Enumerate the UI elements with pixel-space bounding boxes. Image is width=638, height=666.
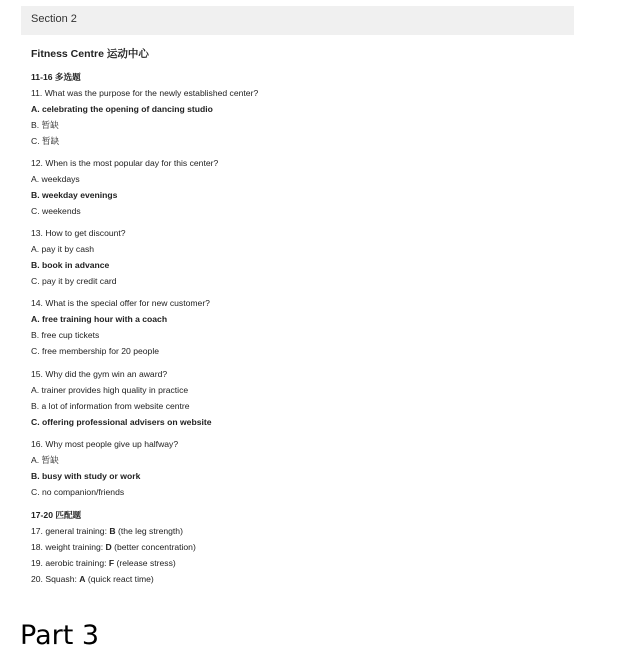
- section-label: Section 2: [31, 13, 77, 25]
- document-title: Fitness Centre 运动中心: [31, 48, 149, 60]
- matching-item-17-text: 17. general training:: [31, 526, 110, 536]
- matching-item-17-answer: B: [109, 526, 116, 536]
- q13-option-b-answer: B. book in advance: [31, 260, 110, 270]
- q14-option-b: B. free cup tickets: [31, 330, 100, 340]
- q15-option-b: B. a lot of information from website centre: [31, 401, 190, 411]
- question-12: 12. When is the most popular day for this center?: [31, 158, 219, 168]
- matching-item-20-answer: A: [79, 574, 86, 584]
- matching-item-20-note: (quick react time): [85, 574, 154, 584]
- q15-option-c-answer: C. offering professional advisers on website: [31, 417, 212, 427]
- matching-item-20-text: 20. Squash:: [31, 574, 80, 584]
- matching-item-17-note: (the leg strength): [115, 526, 183, 536]
- q16-option-a: A. 暂缺: [31, 455, 59, 465]
- q11-option-c: C. 暂缺: [31, 136, 60, 146]
- matching-item-18-text: 18. weight training:: [31, 542, 106, 552]
- q16-option-c: C. no companion/friends: [31, 487, 125, 497]
- q15-option-a: A. trainer provides high quality in practice: [31, 385, 189, 395]
- matching-item-20: [31, 574, 154, 585]
- q14-option-a-answer: A. free training hour with a coach: [31, 314, 168, 324]
- q12-option-b-answer: B. weekday evenings: [31, 190, 118, 200]
- matching-item-19-note: (release stress): [114, 558, 176, 568]
- group-heading-multiple-choice: 11-16 多选题: [31, 72, 81, 82]
- matching-item-19: [31, 558, 176, 569]
- part-heading: Part 3: [20, 620, 100, 651]
- q13-option-a: A. pay it by cash: [31, 244, 95, 254]
- question-16: 16. Why most people give up halfway?: [31, 439, 179, 449]
- question-13: 13. How to get discount?: [31, 228, 126, 238]
- matching-item-19-answer: F: [108, 558, 115, 568]
- q11-option-a-answer: A. celebrating the opening of dancing studio: [31, 104, 213, 114]
- q12-option-c: C. weekends: [31, 206, 81, 216]
- matching-item-18: [31, 542, 196, 553]
- matching-item-18-note: (better concentration): [111, 542, 196, 552]
- question-11: 11. What was the purpose for the newly established center?: [31, 88, 259, 98]
- matching-item-18-answer: D: [105, 542, 112, 552]
- matching-item-19-text: 19. aerobic training:: [31, 558, 109, 568]
- question-15: 15. Why did the gym win an award?: [31, 369, 168, 379]
- q11-option-b: B. 暂缺: [31, 120, 59, 130]
- q16-option-b-answer: B. busy with study or work: [31, 471, 141, 481]
- q13-option-c: C. pay it by credit card: [31, 276, 117, 286]
- question-14: 14. What is the special offer for new customer?: [31, 298, 210, 308]
- matching-item-17: [31, 526, 183, 537]
- q12-option-a: A. weekdays: [31, 174, 80, 184]
- q14-option-c: C. free membership for 20 people: [31, 346, 160, 356]
- section-header-bar: [21, 6, 574, 35]
- group-heading-matching: 17-20 匹配题: [31, 510, 82, 520]
